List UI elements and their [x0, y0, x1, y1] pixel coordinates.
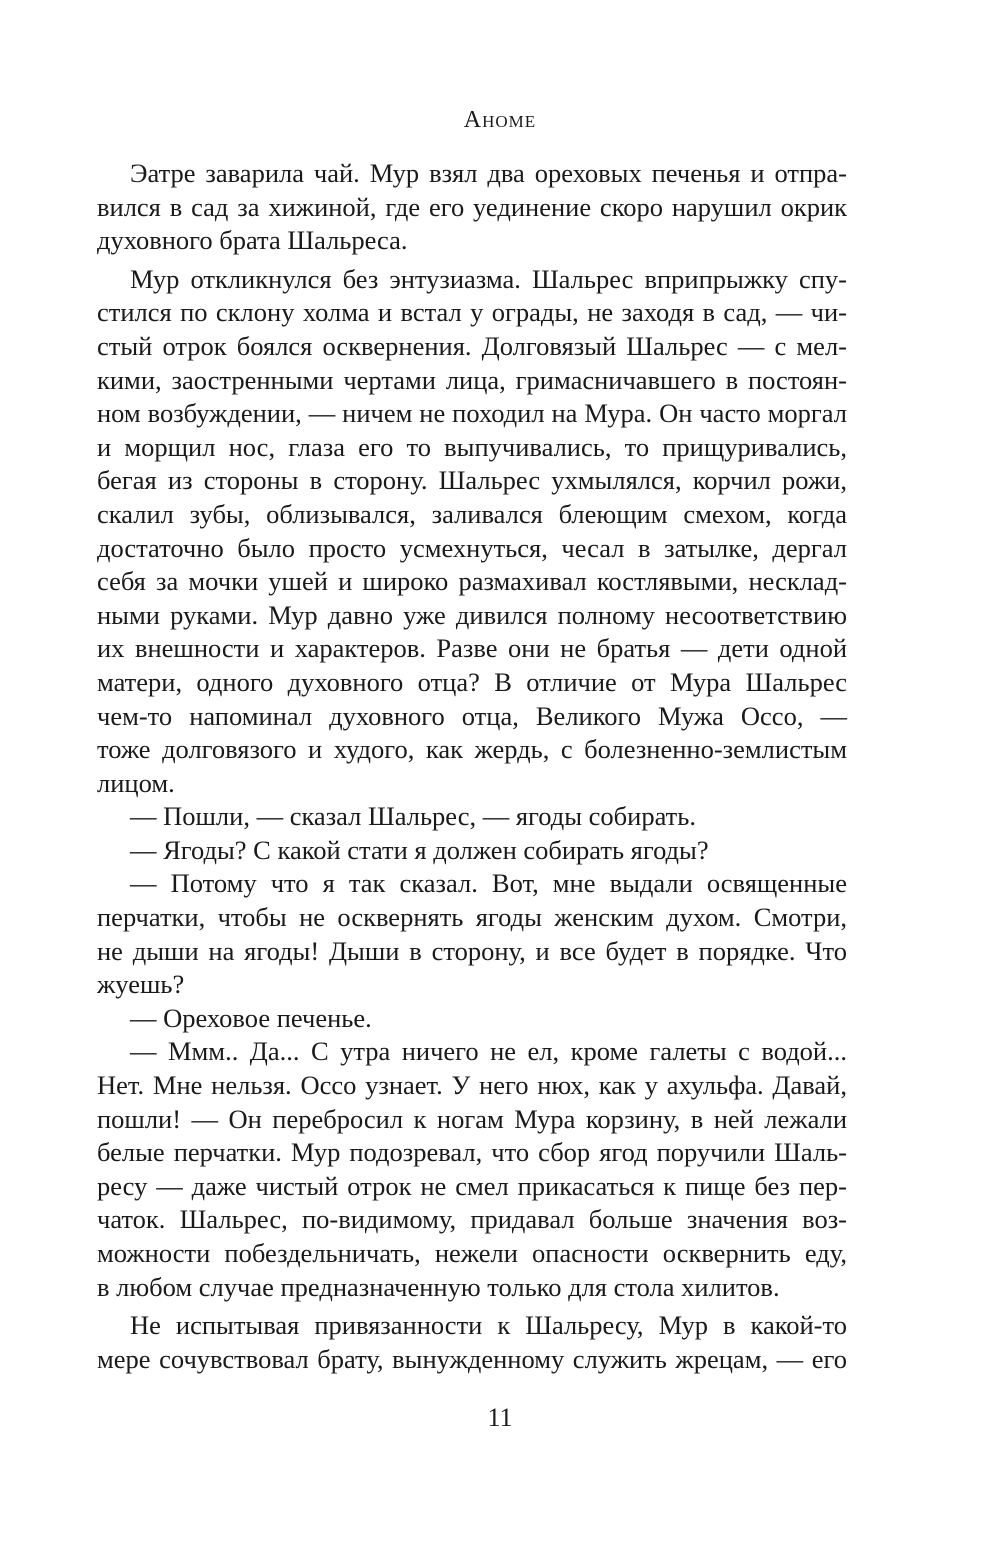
- text-line: мере сочувствовал брату, вынужденному служить жрецам, — его: [97, 1343, 847, 1374]
- text-line: в любом случае предназначенную только для стола хилитов.: [97, 1271, 780, 1302]
- text-line: ном возбуждении, — ничем не походил на Мура. Он часто моргал: [97, 398, 847, 429]
- text-line: чаток. Шальрес, по-видимому, придавал больше значения воз-: [97, 1204, 847, 1235]
- text-line: тоже долговязого и худого, как жердь, с болезненно-землистым: [97, 734, 847, 765]
- text-line: жуешь?: [97, 969, 185, 1000]
- text-line: матери, одного духовного отца? В отличие от Мура Шальрес: [97, 666, 847, 697]
- text-line: кими, заостренными чертами лица, гримасничавшего в постоян-: [97, 364, 847, 395]
- text-line: пошли! — Он перебросил к ногам Мура корзину, в ней лежали: [97, 1103, 847, 1134]
- text-line: — Ммм.. Да... С утра ничего не ел, кроме галеты с водой...: [130, 1036, 847, 1067]
- text-line: и морщил нос, глаза его то выпучивались, то прищуривались,: [97, 431, 847, 462]
- text-line: ными руками. Мур давно уже дивился полному несоответствию: [97, 599, 847, 630]
- text-line: Мур откликнулся без энтузиазма. Шальрес вприпрыжку спу-: [130, 263, 847, 294]
- text-line: себя за мочки ушей и широко размахивал костлявыми, несклад-: [97, 566, 847, 597]
- text-line: Нет. Мне нельзя. Оссо узнает. У него нюх, как у ахульфа. Давай,: [97, 1070, 847, 1101]
- text-line: можности побездельничать, нежели опасности осквернить еду,: [97, 1238, 847, 1268]
- page-number: 11: [487, 1403, 513, 1432]
- text-line: Эатре заварила чай. Мур взял два ореховых печенья и отпра-: [130, 158, 847, 188]
- text-line: — Ореховое печенье.: [130, 1002, 372, 1033]
- text-line: — Ягоды? С какой стати я должен собирать ягоды?: [130, 834, 709, 865]
- text-line: стый отрок боялся осквернения. Долговязый Шальрес — с мел-: [97, 330, 847, 361]
- text-line: — Потому что я так сказал. Вот, мне выдали освященные: [130, 868, 847, 899]
- text-line: — Пошли, — сказал Шальрес, — ягоды собирать.: [130, 801, 696, 832]
- text-line: скалил зубы, облизывался, заливался блеющим смехом, когда: [97, 498, 847, 529]
- running-head: Аноме: [463, 107, 537, 133]
- text-line: перчатки, чтобы не осквернять ягоды женским духом. Смотри,: [97, 902, 847, 933]
- text-line: духовного брата Шальреса.: [97, 225, 408, 256]
- text-line: достаточно было просто усмехнуться, чесал в затылке, дергал: [97, 532, 847, 563]
- text-line: ресу — даже чистый отрок не смел прикасаться к пище без пер-: [97, 1170, 847, 1201]
- text-line: их внешности и характеров. Разве они не братья — дети одной: [97, 633, 847, 664]
- text-line: чем-то напоминал духовного отца, Великого Мужа Оссо, —: [97, 700, 847, 731]
- text-line: вился в сад за хижиной, где его уединение скоро нарушил окрик: [97, 191, 847, 222]
- text-line: белые перчатки. Мур подозревал, что сбор ягод поручили Шаль-: [97, 1137, 847, 1168]
- body-text: [97, 157, 847, 1376]
- text-line: не дыши на ягоды! Дыши в сторону, и все будет в порядке. Что: [97, 935, 847, 966]
- text-line: стился по склону холма и встал у ограды, не заходя в сад, — чи-: [97, 297, 847, 328]
- text-line: лицом.: [97, 767, 175, 798]
- text-line: Не испытывая привязанности к Шальресу, Мур в какой-то: [130, 1310, 847, 1341]
- text-line: бегая из стороны в сторону. Шальрес ухмылялся, корчил рожи,: [97, 465, 847, 496]
